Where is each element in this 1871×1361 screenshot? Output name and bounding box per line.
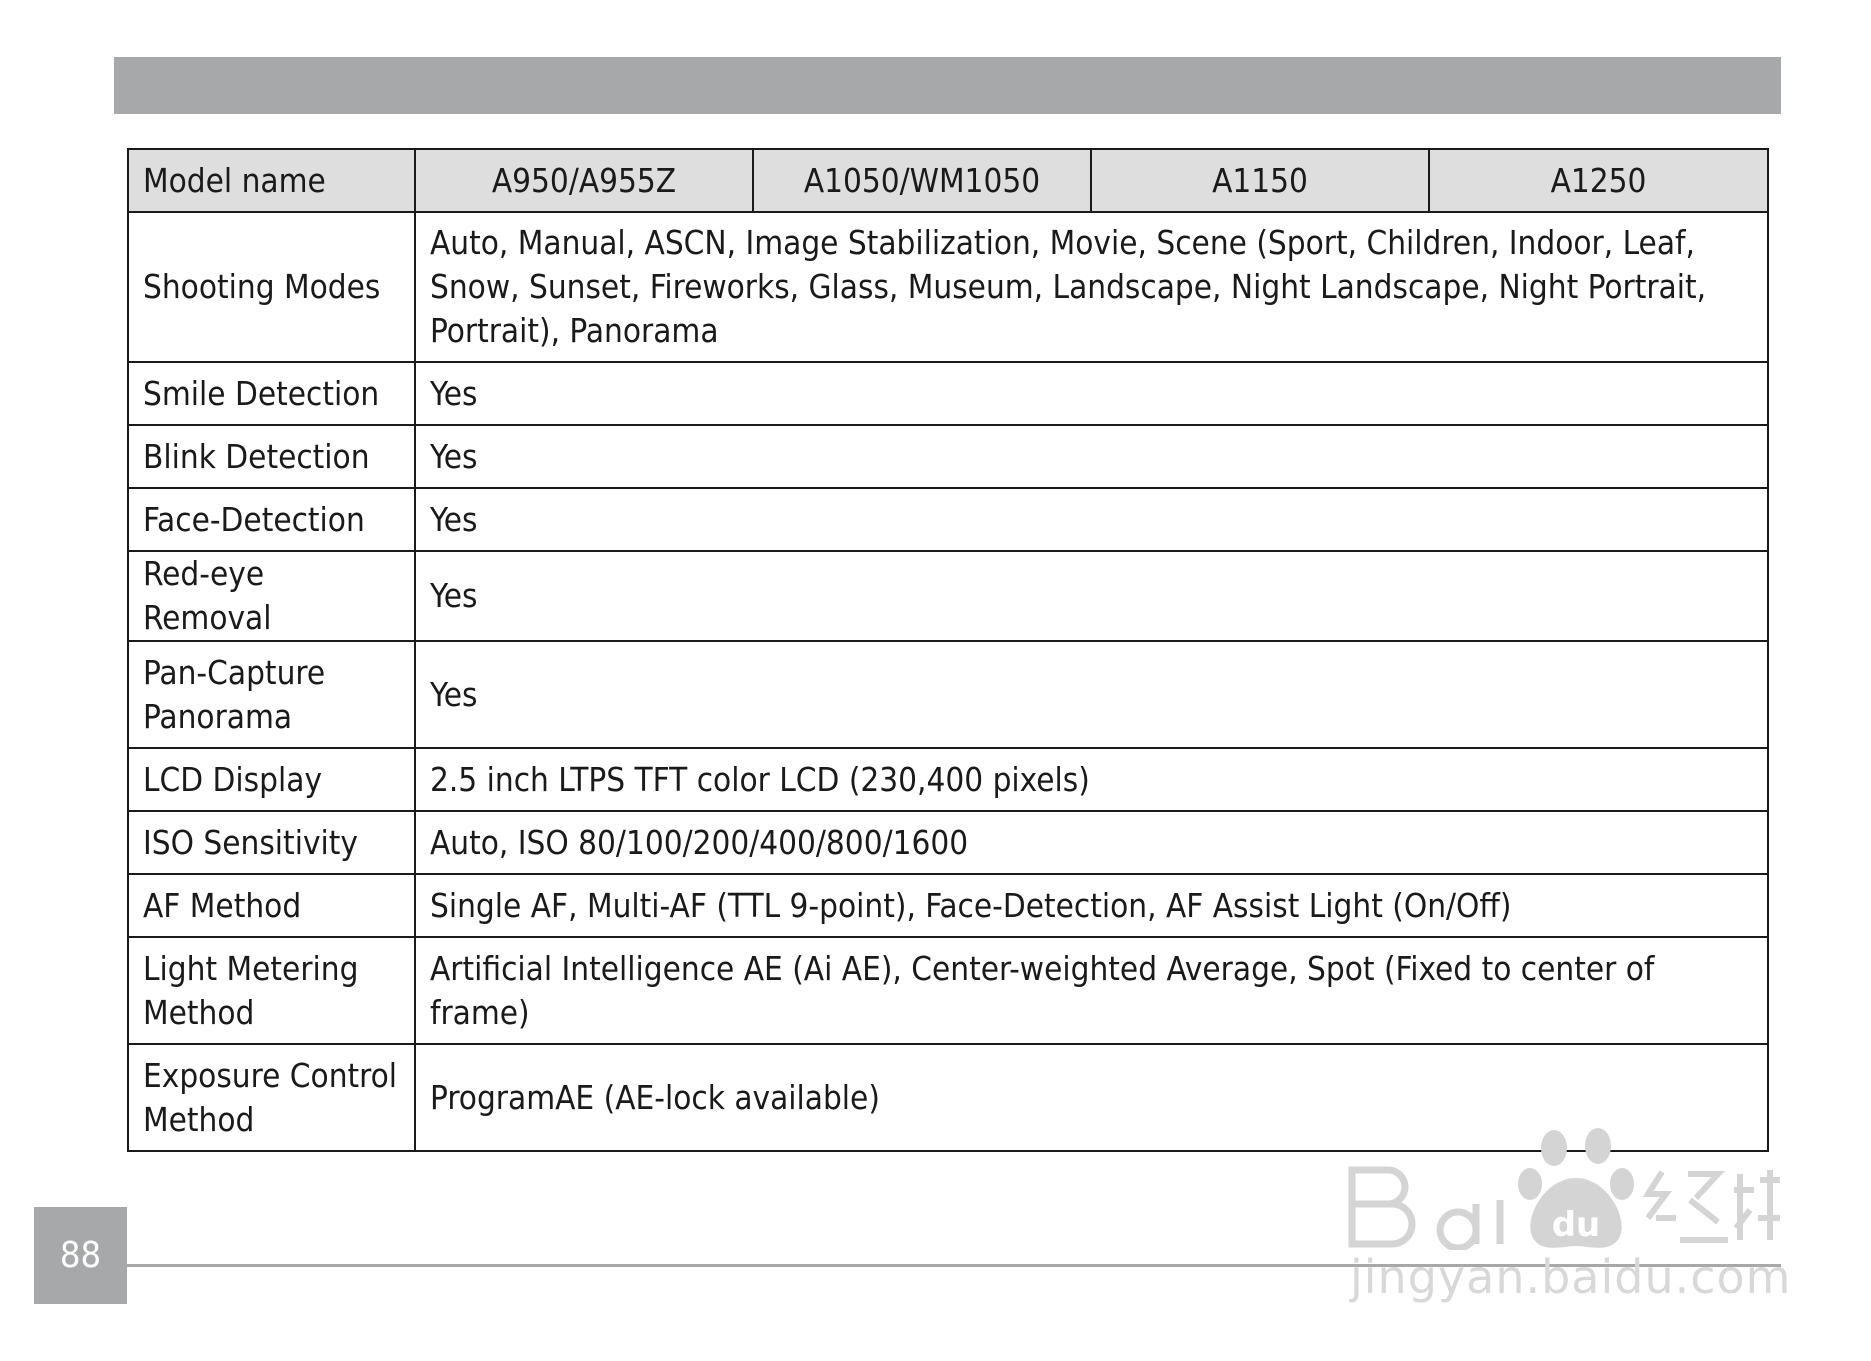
watermark-url: jingyan.baidu.com	[1350, 1250, 1792, 1304]
row-value: Yes	[415, 362, 1768, 425]
model-a1250: A1250	[1429, 149, 1768, 212]
row-label: AF Method	[128, 874, 415, 937]
row-value: Yes	[415, 641, 1768, 748]
table-row	[128, 874, 1768, 937]
baidu-watermark	[1340, 1100, 1792, 1310]
row-label: Exposure Control Method	[128, 1044, 415, 1151]
page-number: 88	[34, 1207, 127, 1304]
header-bar	[114, 57, 1781, 114]
row-label: Face-Detection	[128, 488, 415, 551]
table-row	[128, 748, 1768, 811]
row-label: Pan-Capture Panorama	[128, 641, 415, 748]
row-value: Auto, ISO 80/100/200/400/800/1600	[415, 811, 1768, 874]
table-row	[128, 362, 1768, 425]
specifications-table	[127, 148, 1769, 1152]
model-name-label: Model name	[128, 149, 415, 212]
row-value: Yes	[415, 488, 1768, 551]
row-value: 2.5 inch LTPS TFT color LCD (230,400 pixels)	[415, 748, 1768, 811]
row-value: ProgramAE (AE-lock available)	[415, 1044, 1768, 1151]
row-label: Light Metering Method	[128, 937, 415, 1044]
model-a1150: A1150	[1091, 149, 1429, 212]
table-header-row	[128, 149, 1768, 212]
row-label: Red-eye Removal	[128, 551, 415, 641]
row-value: Single AF, Multi-AF (TTL 9-point), Face-Detection, AF Assist Light (On/Off)	[415, 874, 1768, 937]
table-row	[128, 641, 1768, 748]
row-label: Shooting Modes	[128, 212, 415, 362]
row-value: Artificial Intelligence AE (Ai AE), Center-weighted Average, Spot (Fixed to center of frame)	[415, 937, 1768, 1044]
table-row	[128, 811, 1768, 874]
model-a950: A950/A955Z	[415, 149, 753, 212]
row-label: LCD Display	[128, 748, 415, 811]
table-row	[128, 212, 1768, 362]
row-label: Blink Detection	[128, 425, 415, 488]
svg-text:du: du	[1551, 1205, 1601, 1245]
table-row	[128, 425, 1768, 488]
model-a1050: A1050/WM1050	[753, 149, 1091, 212]
row-value: Yes	[415, 551, 1768, 641]
table-row	[128, 937, 1768, 1044]
table-row	[128, 551, 1768, 641]
row-label: ISO Sensitivity	[128, 811, 415, 874]
baidu-logo-icon	[1340, 1100, 1780, 1250]
row-label: Smile Detection	[128, 362, 415, 425]
table-row	[128, 488, 1768, 551]
row-value: Yes	[415, 425, 1768, 488]
row-value: Auto, Manual, ASCN, Image Stabilization, Movie, Scene (Sport, Children, Indoor, Leaf, Snow, Sunset, Fireworks, Glass, Museum, Landscape, Night Landscape, Night Portrait, Portrait), Panorama	[415, 212, 1768, 362]
